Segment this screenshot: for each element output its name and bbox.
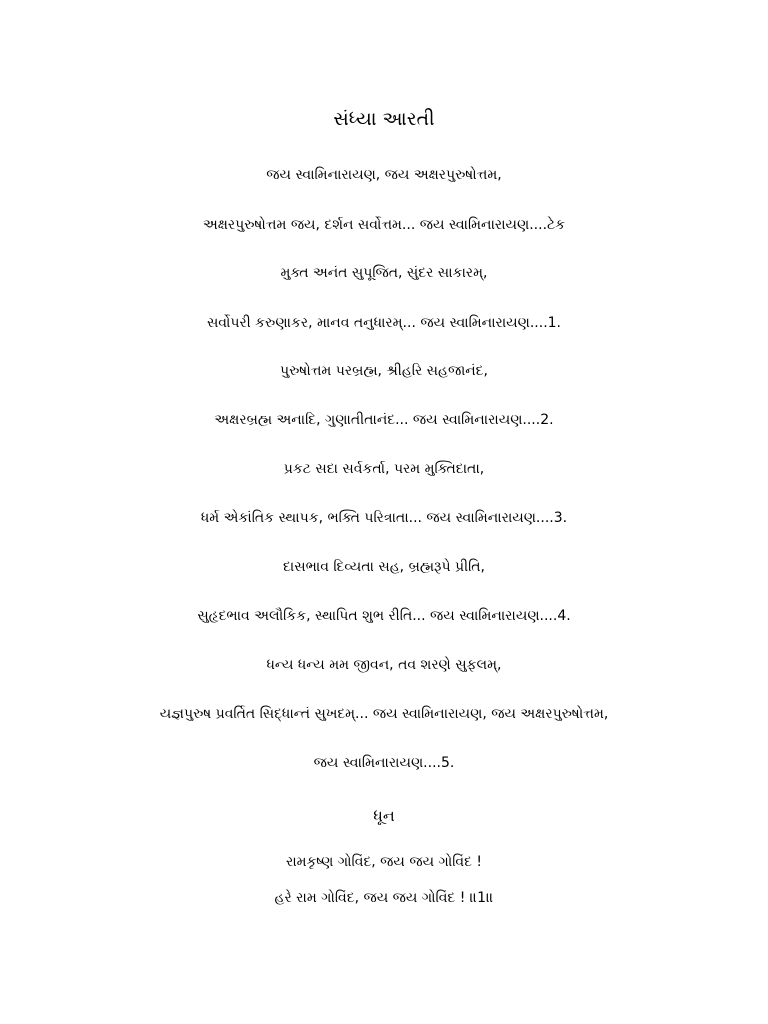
verse-line: યજ્ઞપુરુષ પ્રવર્તિત સિદ્ધાન્તં સુખદમ્... જય સ્વામિનારાયણ, જય અક્ષરપુરુષોત્તમ, [159, 706, 609, 722]
verse-line: મુક્ત અનંત સુપૂજિત, સુંદર સાકારમ્, [280, 265, 488, 281]
verse-line: ધર્મ એકાંતિક સ્થાપક, ભક્તિ પરિત્રાતા... જય સ્વામિનારાયણ....3. [200, 510, 568, 526]
verse-line: સુહૃદભાવ અલૌકિક, સ્થાપિત શુભ રીતિ... જય સ્વામિનારાયણ....4. [197, 608, 571, 624]
verse-line: જય સ્વામિનારાયણ, જય અક્ષરપુરુષોત્તમ, [266, 167, 502, 183]
page-title: સંધ્યા આરતી [333, 108, 435, 130]
verse-line: જય સ્વામિનારાયણ....5. [313, 755, 455, 771]
verse-line: અક્ષરપુરુષોત્તમ જય, દર્શન સર્વોત્તમ... જય સ્વામિનારાયણ....ટેક [202, 217, 566, 233]
verse-line: પ્રકટ સદા સર્વકર્તા, પરમ મુક્તિદાતા, [283, 461, 485, 477]
dhun-heading: ધૂન [373, 806, 395, 825]
verse-line: પુરુષોત્તમ પરબ્રહ્મ, શ્રીહરિ સહજાનંદ, [280, 363, 488, 379]
verse-line: દાસભાવ દિવ્યતા સહ, બ્રહ્મરૂપે પ્રીતિ, [282, 559, 485, 575]
verse-line: ધન્ય ધન્ય મમ જીવન, તવ શરણે સુફલમ્, [266, 657, 502, 673]
verse-line: અક્ષરબ્રહ્મ અનાદિ, ગુણાતીતાનંદ... જય સ્વામિનારાયણ....2. [214, 412, 554, 428]
verse-line: સર્વોપરી કરુણાકર, માનવ તનુધારમ્... જય સ્વામિનારાયણ....1. [206, 315, 562, 331]
dhun-line: હરે રામ ગોવિંદ, જય જય ગોવિંદ ! ॥1॥ [274, 890, 494, 906]
dhun-line: રામકૃષ્ણ ગોવિંદ, જય જય ગોવિંદ ! [285, 854, 482, 870]
